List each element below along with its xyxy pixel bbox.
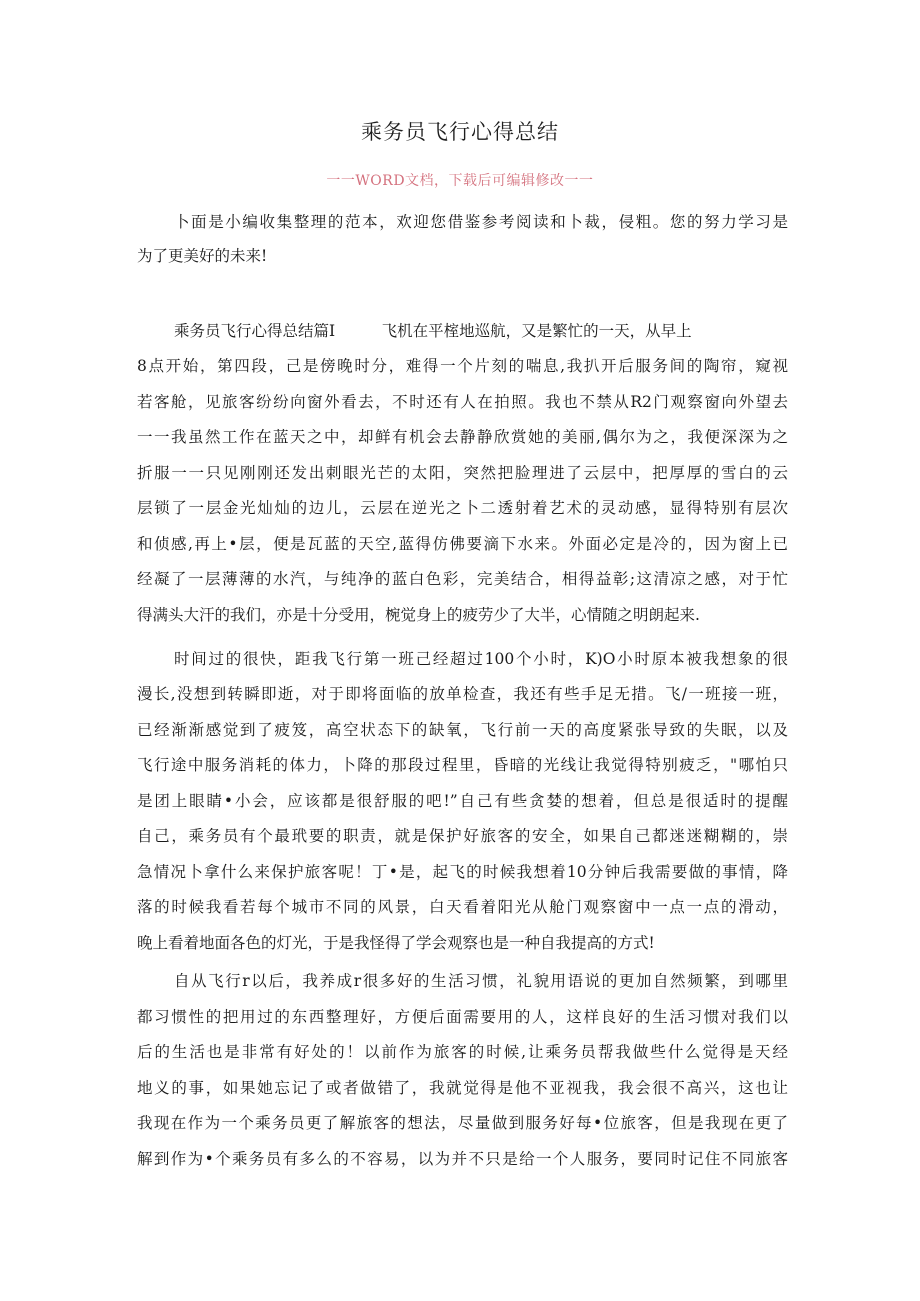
document-subtitle: 一一WORD文档，下载后可编辑修改一一 bbox=[326, 173, 594, 189]
paragraph-line: 卜面是小编收集整理的范本，欢迎您借鉴参考阅读和卜裁，侵粗。您的努力学习是 bbox=[174, 213, 788, 231]
paragraph-line: 经凝了一层薄薄的水汽，与纯净的蓝白色彩，完美结合，相得益彰;这清凉之感，对于忙 bbox=[137, 570, 788, 588]
paragraph-line: 急情况卜拿什么来保护旅客呢！丁•是，起飞的时候我想着10分钟后我需要做的事情，降 bbox=[137, 863, 788, 881]
paragraph-line: 得满头大汗的我们，亦是十分受用，椀觉身上的疲劳少了大半，心情随之明朗起来. bbox=[137, 606, 700, 624]
paragraph-line: 地义的事，如果她忘记了或者做错了，我就觉得是他不亚视我，我会很不高兴，这也让 bbox=[137, 1079, 788, 1097]
paragraph-line: 层锁了一层金光灿灿的边儿，云层在逆光之卜二透射着艺术的灵动感，显得特别有层次 bbox=[137, 499, 788, 517]
paragraph-line: 落的时候我看若每个城市不同的风景，白天看着阳光从舱门观察窗中一点一点的滑动， bbox=[137, 898, 788, 916]
paragraph-line: 解到作为•个乘务员有多么的不容易，以为并不只是给一个人服务，要同时记住不同旅客 bbox=[137, 1150, 788, 1168]
paragraph-line: 时间过的很快，距我飞行第一班己经超过100个小时，K)O小时原本被我想象的很 bbox=[174, 650, 788, 668]
paragraph-line: 是团上眼睛•小会，应该都是很舒服的吧!”自己有些贪婪的想着，但总是很适时的提醒 bbox=[137, 792, 788, 810]
paragraph-line: 自从飞行r以后，我养成r很多好的生活习惯，礼貌用语说的更加自然频繁，到哪里 bbox=[174, 972, 788, 990]
paragraph-line: 8点开始，第四段，己是傍晚时分，难得一个片刻的喘息,我扒开后服务间的陶帘，窥视 bbox=[137, 357, 788, 375]
paragraph-line: 已经渐渐感觉到了疲笈，高空状态下的缺氧，飞行前一天的高度紧张导致的失眠，以及 bbox=[137, 721, 788, 739]
paragraph-line: 漫长,没想到转瞬即逝，对于即将面临的放单检查，我还有些手足无措。飞/一班接一班， bbox=[137, 685, 788, 703]
paragraph-line: 和侦感,再上•层，便是瓦蓝的天空,蓝得仿佛要滴下水来。外面必定是冷的，因为窗上已 bbox=[137, 535, 788, 553]
paragraph-line: 都习惯性的把用过的东西整理好，方便后面需要用的人，这样良好的生活习惯对我们以 bbox=[137, 1008, 788, 1026]
paragraph-line: 为了更美好的未来! bbox=[137, 247, 268, 265]
paragraph-line: 我现在作为一个乘务员更了解旅客的想法，尽量做到服务好每•位旅客，但是我现在更了 bbox=[137, 1114, 788, 1132]
paragraph-line: 折服一一只见刚刚还发出刺眼光芒的太阳，突然把脸理进了云层中，把厚厚的雪白的云 bbox=[137, 464, 788, 482]
document-title: 乘务员飞行心得总结 bbox=[361, 120, 559, 144]
paragraph-line: 乘务员飞行心得总结篇I 飞机在平榁地巡航，又是繁忙的一天，从早上 bbox=[174, 322, 692, 340]
paragraph-line: 若客舱，见旅客纷纷向窗外看去，不时还有人在拍照。我也不禁从R2门观察窗向外望去 bbox=[137, 393, 788, 411]
paragraph-line: 一一我虽然工作在蓝天之中，却鲜有机会去静静欣赏她的美丽,偶尔为之，我便深深为之 bbox=[137, 428, 788, 446]
paragraph-line: 飞行途中服务消耗的体力，卜降的那段过程里，昏暗的光线让我觉得特别疲乏，"哪怕只 bbox=[137, 756, 788, 774]
paragraph-line: 后的生活也是非常有好处的！以前作为旅客的时候,让乘务员帮我做些什么觉得是天经 bbox=[137, 1043, 788, 1061]
paragraph-line: 晚上看着地面各色的灯光，于是我怪得了学会观察也是一种自我提高的方式! bbox=[137, 934, 655, 952]
paragraph-line: 自己，乘务员有个最玳要的职责，就是保护好旅客的安全，如果自己都迷迷糊糊的，崇 bbox=[137, 827, 788, 845]
